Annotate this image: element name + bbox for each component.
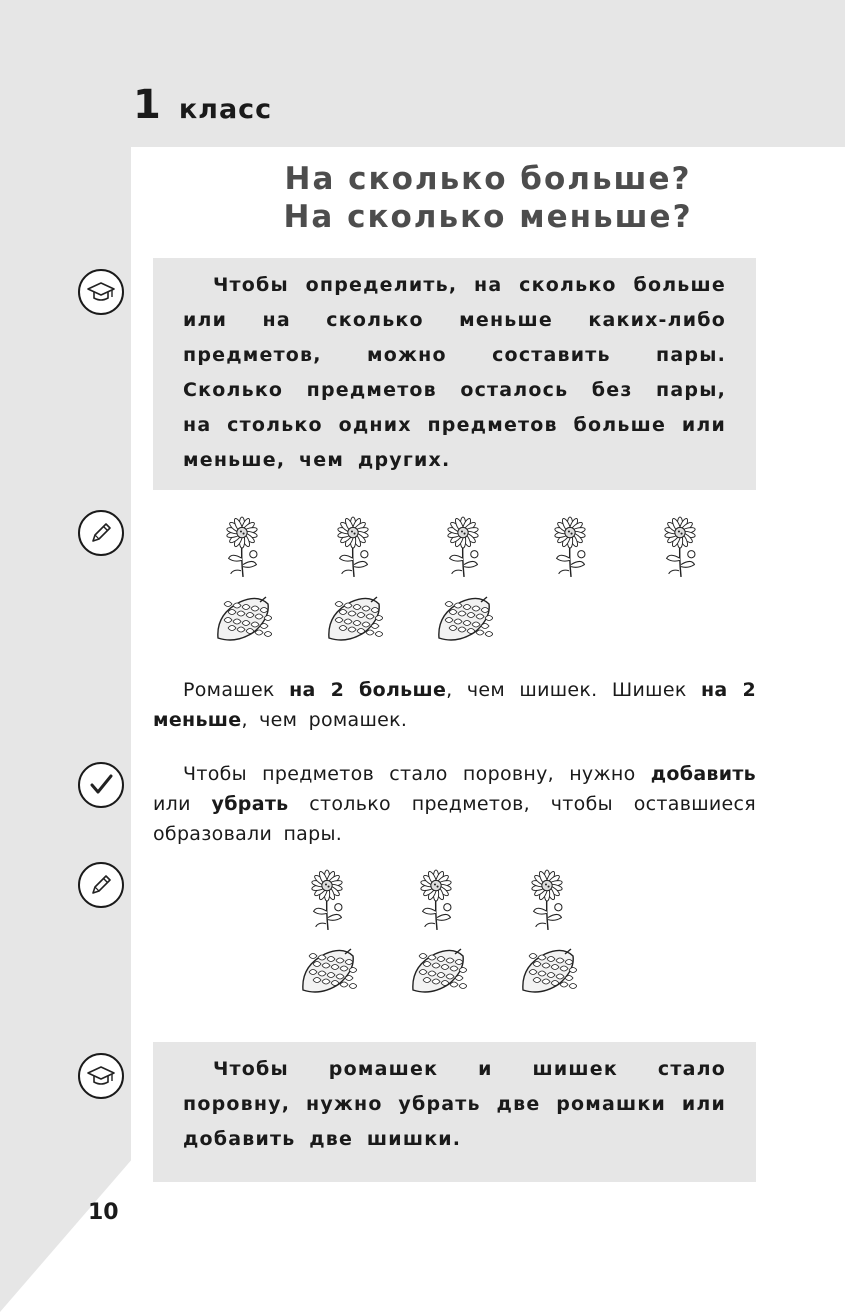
grade-word: класс (178, 94, 273, 125)
chamomile-flower-icon (331, 515, 375, 583)
chamomile-flower-icon (548, 515, 592, 583)
chamomile-flower-icon (305, 868, 349, 936)
pine-cone-icon (299, 946, 357, 1000)
text-span: Ромашек (183, 679, 290, 701)
pine-cone-icon (519, 946, 577, 1000)
page-title (131, 160, 845, 236)
chamomile-flower-icon (414, 868, 458, 936)
rule-box-2 (153, 1042, 756, 1182)
text-span: , чем ромашек. (241, 709, 408, 731)
rule-box-1 (153, 258, 756, 490)
example-1-text (153, 675, 756, 735)
bold-span: убрать (211, 793, 289, 815)
graduation-cap-icon (78, 269, 124, 315)
pine-cone-icon (409, 946, 467, 1000)
graduation-cap-icon (78, 1053, 124, 1099)
chamomile-flower-icon (220, 515, 264, 583)
page-corner-decoration (0, 1150, 140, 1312)
pencil-icon (78, 510, 124, 556)
bold-span: добавить (650, 763, 756, 785)
text-span: Чтобы предметов стало поровну, нужно (183, 763, 651, 785)
chamomile-flower-icon (441, 515, 485, 583)
pine-cone-icon (435, 594, 493, 648)
tip-text (153, 759, 756, 849)
pencil-icon (78, 862, 124, 908)
text-span: столько предметов, чтобы оставшиеся образовали пары. (153, 793, 756, 845)
rule-2-text: Чтобы ромашек и шишек стало поровну, нужно убрать две ромашки или добавить две шишки. (183, 1058, 726, 1150)
title-line-1: На сколько больше? (284, 161, 692, 197)
grade-label (133, 82, 272, 128)
text-span: или (153, 793, 212, 815)
text-span: , чем шишек. Шишек (446, 679, 701, 701)
chamomile-flower-icon (525, 868, 569, 936)
chamomile-flower-icon (658, 515, 702, 583)
rule-1-text: Чтобы определить, на сколько больше или на сколько меньше каких-либо предметов, можно составить пары. Сколько предметов осталось без пары, на столько одних предметов больше или меньше, чем других. (183, 274, 726, 471)
page-number: 10 (88, 1200, 119, 1225)
grade-number: 1 (133, 82, 161, 128)
checkmark-icon (78, 762, 124, 808)
title-line-2: На сколько меньше? (283, 199, 693, 235)
pine-cone-icon (214, 594, 272, 648)
pine-cone-icon (325, 594, 383, 648)
bold-span: на 2 больше (289, 679, 447, 701)
bold-span: на 2 меньше (153, 679, 756, 731)
